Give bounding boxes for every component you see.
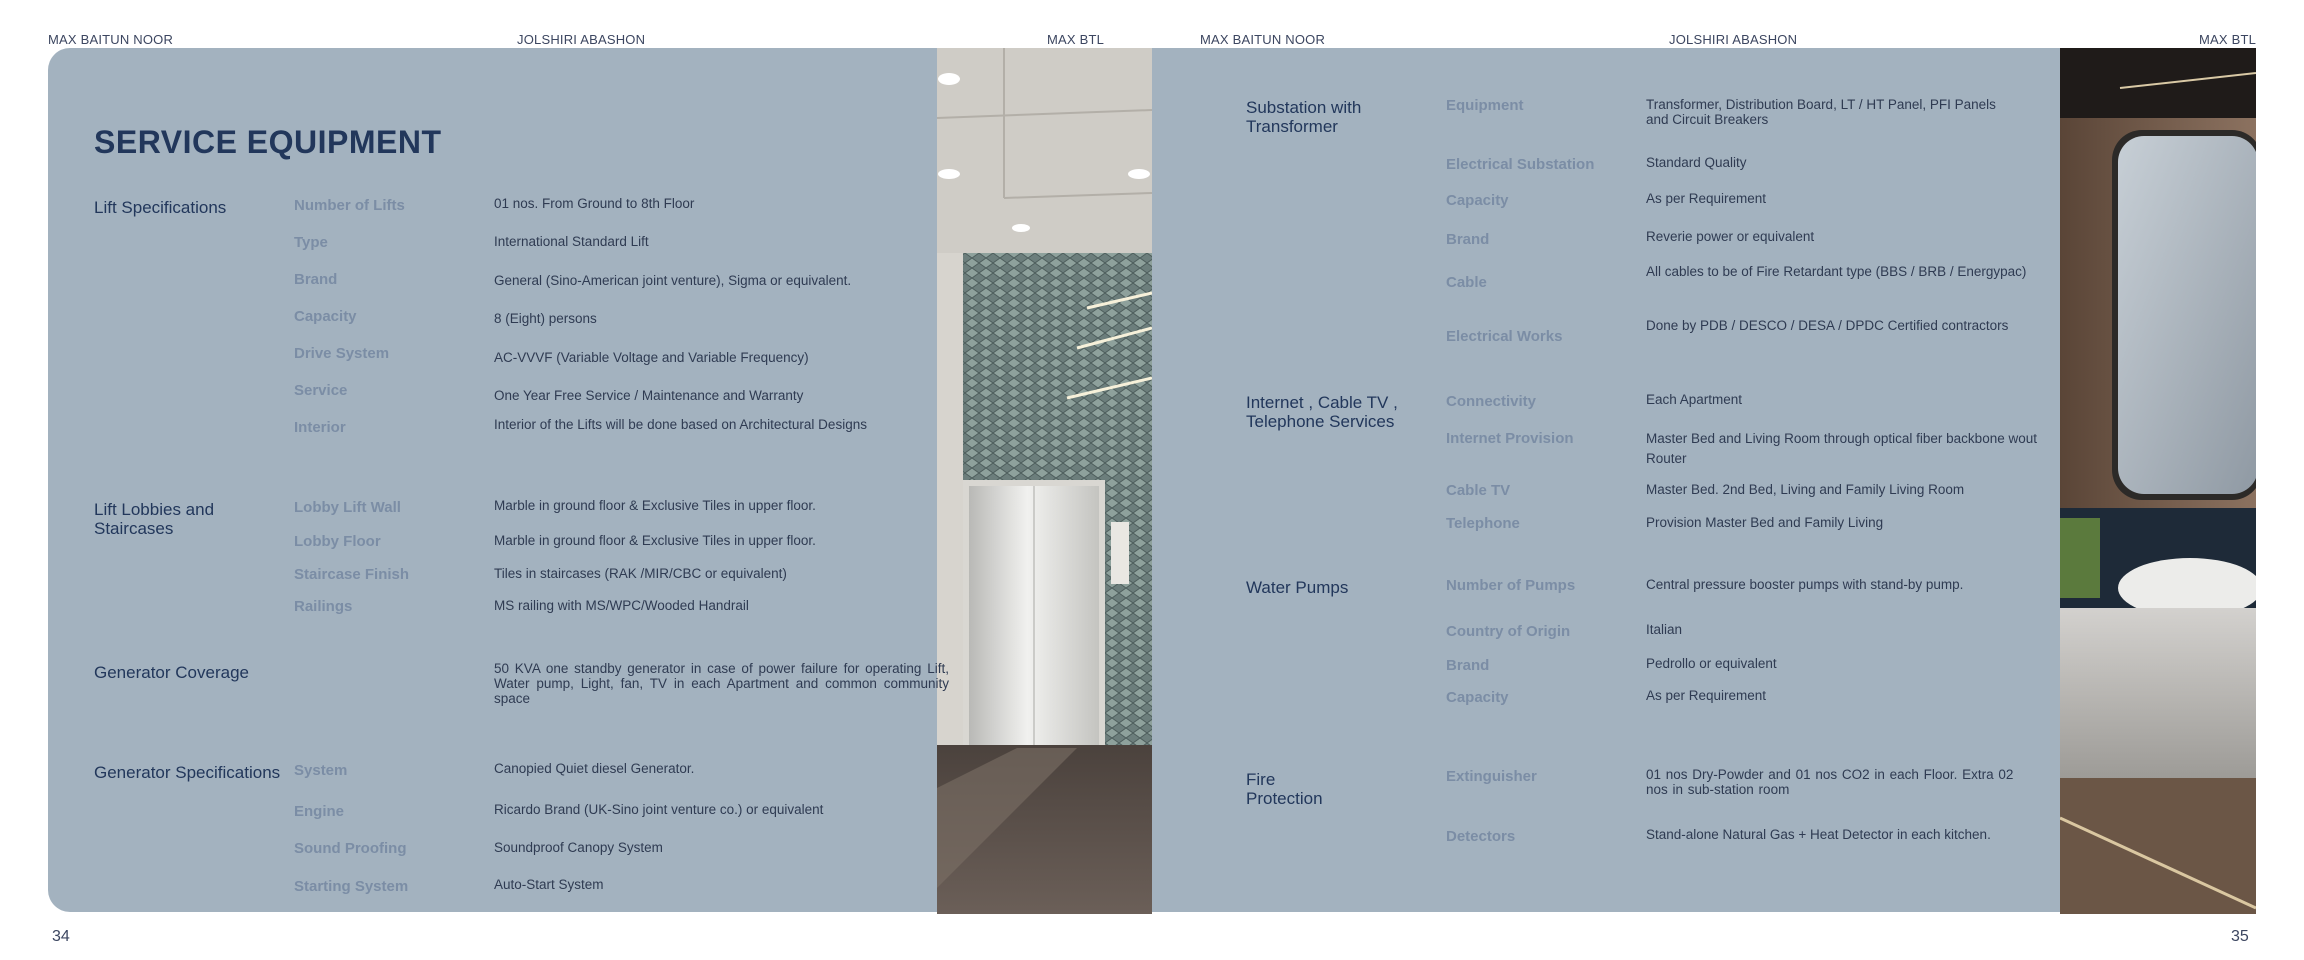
spec-label: Connectivity [1446, 393, 1537, 410]
spec-label: Starting System [294, 878, 409, 895]
elevator-lobby-photo [937, 48, 1152, 914]
spec-value: 01 nos Dry-Powder and 01 nos CO2 in each Floor. Extra 02 nos in sub-station room [1646, 767, 2014, 797]
page-number: 35 [2231, 928, 2249, 945]
spec-value: Interior of the Lifts will be done based on Architectural Designs [494, 417, 867, 432]
spec-value: AC-VVVF (Variable Voltage and Variable Frequency) [494, 350, 809, 365]
section-title-lift-lobbies: Lift Lobbies and Staircases [94, 500, 215, 538]
spec-value: Transformer, Distribution Board, LT / HT Panel, PFI Panels and Circuit Breakers [1646, 97, 1996, 127]
spec-label: Lobby Lift Wall [294, 499, 401, 516]
spec-label: Capacity [294, 308, 357, 325]
bathroom-photo [2060, 48, 2256, 914]
spec-label: Cable TV [1446, 482, 1511, 499]
spec-value: International Standard Lift [494, 234, 649, 249]
spec-label: Staircase Finish [294, 566, 410, 583]
spec-label: Interior [294, 419, 346, 436]
spec-value: Canopied Quiet diesel Generator. [494, 761, 695, 776]
header-project-name: MAX BAITUN NOOR [48, 32, 174, 47]
spec-label: Telephone [1446, 515, 1520, 532]
spec-label: System [294, 762, 348, 779]
section-title-internet-cable-telephone: Internet , Cable TV , Telephone Services [1246, 393, 1398, 431]
section-title-fire-protection: Fire Protection [1246, 770, 1323, 808]
spec-label: Brand [1446, 231, 1490, 248]
spec-value: Soundproof Canopy System [494, 840, 663, 855]
spec-value: Master Bed and Living Room through optical fiber backbone wout Router [1646, 431, 2037, 466]
spec-value: One Year Free Service / Maintenance and Warranty [494, 388, 804, 403]
header-project-location: JOLSHIRI ABASHON [1669, 32, 1798, 47]
header-brand: MAX BTL [1047, 32, 1105, 47]
spec-label: Internet Provision [1446, 430, 1574, 447]
spec-value: General (Sino-American joint venture), Sigma or equivalent. [494, 273, 852, 288]
header-brand: MAX BTL [2199, 32, 2257, 47]
spec-label: Cable [1446, 274, 1487, 291]
spec-value: Tiles in staircases (RAK /MIR/CBC or equivalent) [494, 566, 787, 581]
spec-value: All cables to be of Fire Retardant type (BBS / BRB / Energypac) [1646, 264, 2027, 279]
spec-value: 01 nos. From Ground to 8th Floor [494, 196, 695, 211]
spec-value: As per Requirement [1646, 688, 1767, 703]
spec-label: Drive System [294, 345, 390, 362]
spec-value: Standard Quality [1646, 155, 1747, 170]
spec-value: Reverie power or equivalent [1646, 229, 1815, 244]
left-page-panel [48, 48, 937, 912]
section-title-lift-specifications: Lift Specifications [94, 198, 227, 217]
spec-value: Ricardo Brand (UK-Sino joint venture co.) or equivalent [494, 802, 824, 817]
spec-value: Auto-Start System [494, 877, 604, 892]
spec-value: Pedrollo or equivalent [1646, 656, 1777, 671]
spec-label: Number of Pumps [1446, 577, 1576, 594]
spec-value: 8 (Eight) persons [494, 311, 597, 326]
spec-label: Railings [294, 598, 353, 615]
spec-label: Country of Origin [1446, 623, 1571, 640]
spec-value: MS railing with MS/WPC/Wooded Handrail [494, 598, 749, 613]
spec-value: Done by PDB / DESCO / DESA / DPDC Certified contractors [1646, 318, 2009, 333]
section-title-water-pumps: Water Pumps [1246, 578, 1349, 597]
spec-label: Engine [294, 803, 345, 820]
spec-label: Capacity [1446, 689, 1509, 706]
spec-label: Type [294, 234, 328, 251]
spec-label: Electrical Substation [1446, 156, 1595, 173]
spec-value: Stand-alone Natural Gas + Heat Detector in each kitchen. [1646, 827, 1991, 842]
spec-value: 50 KVA one standby generator in case of power failure for operating Lift, Water pump, Light, fan, TV in each Apartment and common community space [494, 661, 949, 706]
spec-label: Service [294, 382, 348, 399]
spec-label: Lobby Floor [294, 533, 381, 550]
spec-value: Each Apartment [1646, 392, 1743, 407]
section-title-substation: Substation with Transformer [1246, 98, 1362, 136]
page-number: 34 [52, 928, 70, 945]
spec-label: Extinguisher [1446, 768, 1537, 785]
section-title-generator-coverage: Generator Coverage [94, 663, 249, 682]
spec-label: Electrical Works [1446, 328, 1563, 345]
spec-value: Marble in ground floor & Exclusive Tiles in upper floor. [494, 498, 816, 513]
spec-label: Brand [294, 271, 338, 288]
spec-value: Marble in ground floor & Exclusive Tiles in upper floor. [494, 533, 816, 548]
spec-label: Capacity [1446, 192, 1509, 209]
spec-value: Central pressure booster pumps with stand-by pump. [1646, 577, 1964, 592]
spec-value: As per Requirement [1646, 191, 1767, 206]
spec-value: Provision Master Bed and Family Living [1646, 515, 1884, 530]
header-project-name: MAX BAITUN NOOR [1200, 32, 1326, 47]
spec-label: Equipment [1446, 97, 1524, 114]
page-title: SERVICE EQUIPMENT [94, 124, 442, 160]
section-title-generator-specifications: Generator Specifications [94, 763, 281, 782]
spec-value: Italian [1646, 622, 1683, 637]
spec-label: Sound Proofing [294, 840, 407, 857]
spec-label: Number of Lifts [294, 197, 405, 214]
header-project-location: JOLSHIRI ABASHON [517, 32, 646, 47]
spec-label: Brand [1446, 657, 1490, 674]
spec-label: Detectors [1446, 828, 1516, 845]
spec-value: Master Bed. 2nd Bed, Living and Family Living Room [1646, 482, 1965, 497]
